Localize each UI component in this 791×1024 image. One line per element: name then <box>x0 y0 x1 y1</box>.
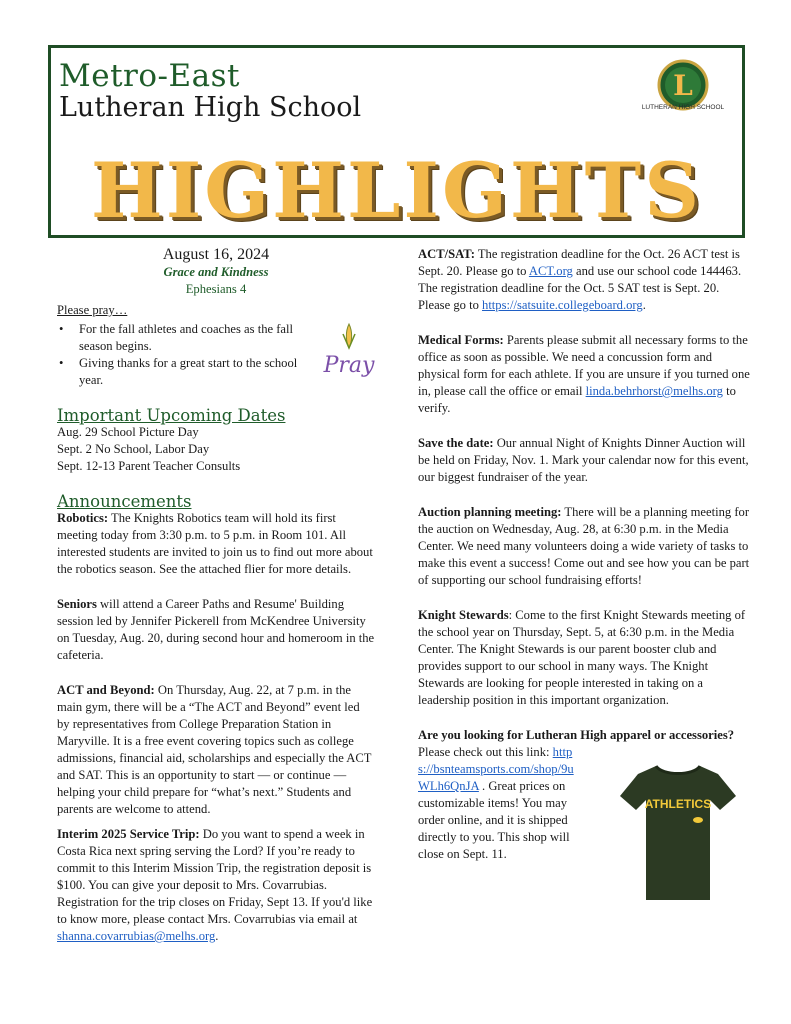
auction-meeting-section: Auction planning meeting: There will be a planning meeting for the auction on Wednesday, Aug. 28, at 6:30 p.m. in the Media Center. We need many volunteers doing a wide variety of tasks to make this event a success! Come out and see how you can be part of supporting our school fundraising efforts! <box>418 505 750 587</box>
prayer-item: • For the fall athletes and coaches as the fall season begins. <box>79 321 319 355</box>
interim-announcement: Interim 2025 Service Trip: Do you want to spend a week in Costa Rica next spring serving the Lord? If you’re ready to commit to this Interim Mission Trip, the registration deposit is $100. You can give your deposit to Mrs. Covarrubias. Registration for the trip closes on Friday, Sept 13. If you'd like to know more, please contact Mrs. Covarrubias via email at shanna.covarrubias@melhs.org. <box>57 827 373 943</box>
apparel-shop-link[interactable]: https://bsnteamsports.com/shop/9uWLh6QnJA <box>418 745 574 793</box>
issue-date: August 16, 2024 <box>162 246 270 263</box>
newsletter-title: HIGHLIGHTS <box>90 146 703 235</box>
act-link[interactable]: ACT.org <box>528 264 573 278</box>
act-sat-section: ACT/SAT: The registration deadline for the Oct. 26 ACT test is Sept. 20. Please go to ACT.org and use our school code 144463. The registration deadline for the Oct. 5 SAT test is Sept. 20. Please go to https://satsuite.collegeboard.org. <box>418 247 742 312</box>
bible-reference: Ephesians 4 <box>185 282 247 296</box>
knight-stewards-section: Knight Stewards: Come to the first Knight Stewards meeting of the school year on Thursday, Sept. 5, at 6:30 p.m. in the Media Center. The Knight Stewards is our parent booster club and provides support to our school in many ways. The Knight Stewards are looking for people interested in taking on a leadership position in this important organization. <box>418 608 746 707</box>
announcements-heading: Announcements <box>57 492 192 511</box>
prayer-section <box>57 302 375 389</box>
prayer-heading: Please pray… <box>57 303 128 317</box>
svg-text:ATHLETICS: ATHLETICS <box>644 797 712 811</box>
robotics-announcement: Robotics: The Knights Robotics team will hold its first meeting today from 3:30 p.m. to 5 p.m. in Room 101. All interested students are invited to join us to find out more about the robotics season. See the attached flier for more details. <box>57 511 373 576</box>
left-column <box>57 246 375 963</box>
masthead <box>48 45 745 238</box>
date-item: Aug. 29 School Picture Day <box>57 425 199 439</box>
athletics-shirt-image <box>616 762 740 904</box>
sat-link[interactable]: https://satsuite.collegeboard.org <box>482 298 643 312</box>
issue-info <box>57 246 375 298</box>
medical-forms-section: Medical Forms: Parents please submit all necessary forms to the office as soon as possible. We need a concussion form and physical form for each athlete. If you are unsure if you turned one in, please call the office or email linda.behrhorst@melhs.org to verify. <box>418 333 750 415</box>
date-item: Sept. 2 No School, Labor Day <box>57 442 210 456</box>
svg-text:L: L <box>673 69 693 102</box>
medical-email-link[interactable]: linda.behrhorst@melhs.org <box>585 384 723 398</box>
issue-theme: Grace and Kindness <box>163 265 269 279</box>
school-name-line1: Metro-East <box>59 58 240 94</box>
apparel-heading: Are you looking for Lutheran High apparel or accessories? <box>418 728 735 742</box>
svg-text:Pray: Pray <box>323 353 375 378</box>
prayer-item: • Giving thanks for a great start to the school year. <box>79 355 319 389</box>
pray-hands-image <box>319 320 379 380</box>
dates-heading: Important Upcoming Dates <box>57 406 286 425</box>
save-the-date-section: Save the date: Our annual Night of Knights Dinner Auction will be held on Friday, Nov. 1. Mark your calendar now for this event, our biggest fundraiser of the year. <box>418 436 749 484</box>
date-item: Sept. 12-13 Parent Teacher Consults <box>57 459 241 473</box>
dates-list <box>57 424 375 475</box>
school-name-line2: Lutheran High School <box>59 92 362 123</box>
act-beyond-announcement: ACT and Beyond: On Thursday, Aug. 22, at 7 p.m. in the main gym, there will be a “The ACT and Beyond” event led by representatives from College Preparation Station in Maryville. It is a free event covering topics such as college admissions, financial aid, scholarships and especially the ACT and SAT. This is an opportunity to start — or continue — helping your child prepare for “what’s next.” Students and parents are welcome to attend. <box>57 683 372 816</box>
apparel-body: Please check out this link: https://bsnteamsports.com/shop/9uWLh6QnJA . Great prices on customizable items! You may order online, and it is shipped directly to you. This shop will close on Sept. 11. <box>418 745 574 861</box>
logo-caption: LUTHERAN HIGH SCHOOL <box>641 104 725 111</box>
seniors-announcement: Seniors will attend a Career Paths and Resume' Building session led by Jennifer Pickerell from McKendree University on Tuesday, Aug. 20, during second hour and homeroom in the cafeteria. <box>57 597 375 662</box>
interim-email-link[interactable]: shanna.covarrubias@melhs.org <box>57 929 216 943</box>
